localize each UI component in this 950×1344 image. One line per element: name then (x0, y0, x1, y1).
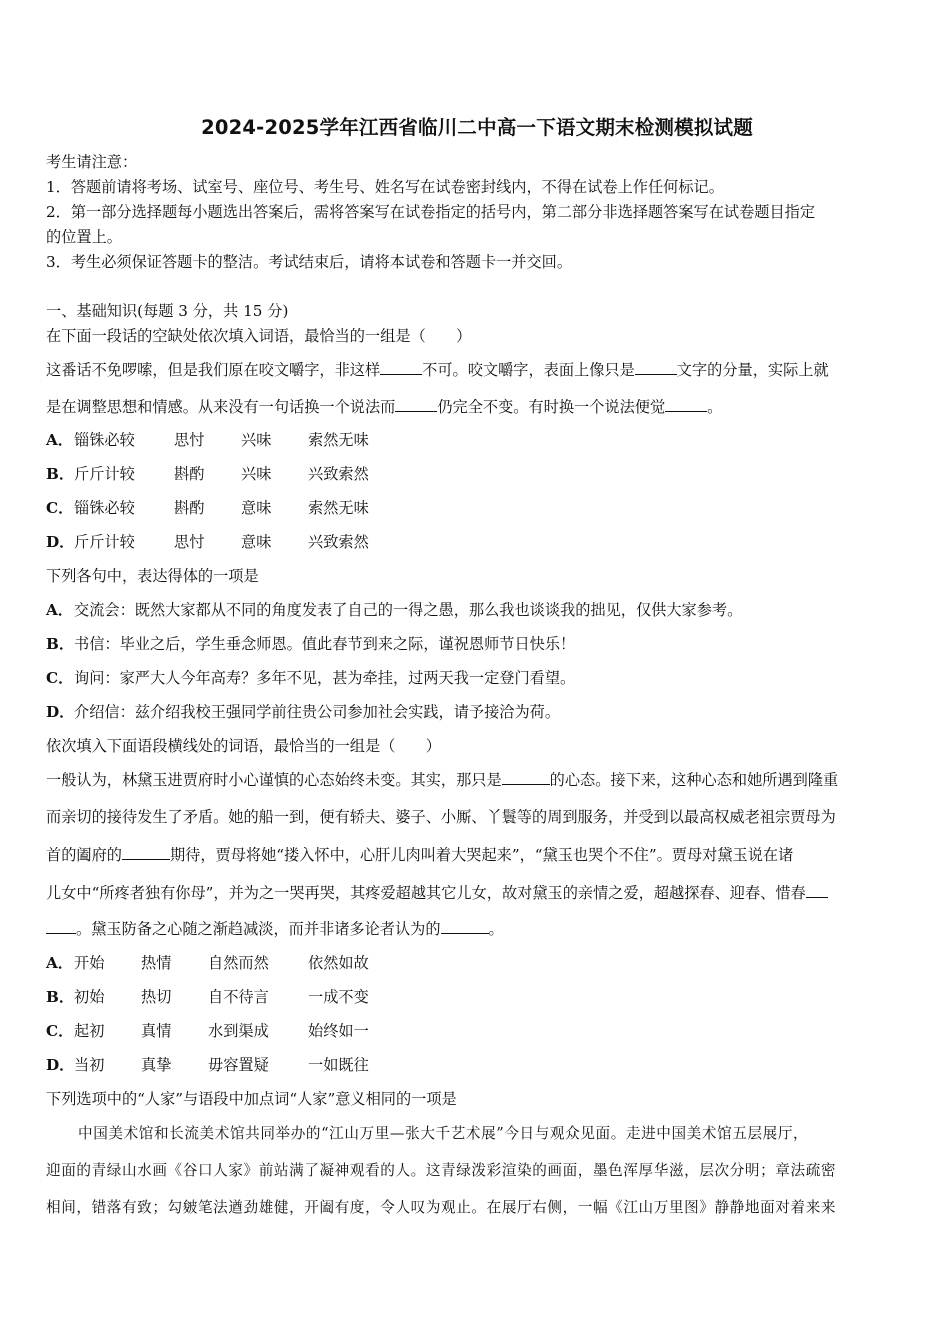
q4-passage-line-2: 迎面的青绿山水画《谷口人家》前站满了凝神观看的人。这青绿泼彩渲染的画面，墨色浑厚华滋，层次分明；章法疏密 (46, 1162, 837, 1179)
q1-passage-line-1 (46, 360, 829, 380)
q1-option-d[interactable] (46, 532, 369, 552)
q3-text-c: 首的阖府的 (46, 846, 122, 864)
option-text: 书信：毕业之后，学生垂念师恩。值此春节到来之际，谨祝恩师节日快乐！ (74, 635, 576, 653)
option-word-2: 热情 (141, 954, 172, 972)
option-word-3: 兴味 (241, 465, 272, 483)
q3-passage-line-5 (46, 919, 504, 939)
option-word-2: 真情 (141, 1022, 172, 1040)
option-word-1: 斤斤计较 (74, 533, 135, 551)
option-word-1: 开始 (74, 954, 105, 972)
q2-option-d[interactable] (46, 702, 560, 722)
option-word-1: 斤斤计较 (74, 465, 135, 483)
q2-stem: 下列各句中，表达得体的一项是 (46, 567, 259, 585)
option-text: 询问：家严大人今年高寿？多年不见，甚为牵挂，过两天我一定登门看望。 (74, 669, 576, 687)
q1-text-e: 仍完全不变。有时换一个说法便觉 (437, 398, 666, 416)
option-key: A． (46, 601, 73, 619)
notice-item-2: 2．第一部分选择题每小题选出答案后，需将答案写在试卷指定的括号内，第二部分非选择题答案写在试卷题目指定 (46, 203, 816, 221)
option-word-4: 始终如一 (308, 1022, 369, 1040)
notice-heading (46, 152, 137, 172)
q3-option-b[interactable] (46, 987, 369, 1007)
option-word-1: 锱铢必较 (74, 431, 135, 449)
option-key: B． (46, 465, 75, 483)
q3-blank-2 (122, 845, 170, 860)
option-word-3: 毋容置疑 (208, 1056, 269, 1074)
q3-passage-line-3 (46, 845, 793, 865)
option-key: A． (46, 954, 73, 972)
option-word-3: 兴味 (241, 431, 272, 449)
q3-blank-3b (46, 919, 76, 934)
q1-option-c[interactable] (46, 498, 369, 518)
option-word-4: 索然无味 (308, 499, 369, 517)
option-key: C． (46, 1022, 74, 1040)
q3-text-b: 的心态。接下来，这种心态和她所遇到隆重 (549, 771, 839, 789)
q3-text-d: 期待，贾母将她“搂入怀中，心肝儿肉叫着大哭起来”，“黛玉也哭个不住”。贾母对黛玉说在诸 (169, 846, 794, 864)
q4-passage-line-3: 相间，错落有致；勾皴笔法遒劲雄健，开阖有度，令人叹为观止。在展厅右侧，一幅《江山万里图》静静地面对着来来 (46, 1199, 837, 1216)
option-text: 交流会：既然大家都从不同的角度发表了自己的一得之愚，那么我也谈谈我的拙见，仅供大家参考。 (74, 601, 743, 619)
q1-option-a[interactable] (46, 430, 369, 450)
q1-blank-1 (380, 360, 422, 375)
option-key: D． (46, 533, 75, 551)
option-word-2: 斟酌 (174, 465, 205, 483)
option-key: B． (46, 635, 75, 653)
option-text: 介绍信：兹介绍我校王强同学前往贵公司参加社会实践，请予接洽为荷。 (74, 703, 560, 721)
q3-passage-line-2: 而亲切的接待发生了矛盾。她的船一到，便有轿夫、婆子、小厮、丫鬟等的周到服务，并受到以最高权威老祖宗贾母为 (46, 808, 836, 826)
option-word-4: 一成不变 (308, 988, 369, 1006)
notice-heading-text: 考生请注意： (46, 153, 138, 171)
option-word-2: 斟酌 (174, 499, 205, 517)
q3-text-e: 儿女中“所疼者独有你母”，并为之一哭再哭，其疼爱超越其它儿女，故对黛玉的亲情之爱，超越探春、迎春、惜春 (46, 884, 806, 902)
option-word-2: 思忖 (174, 431, 205, 449)
q3-text-f: 。黛玉防备之心随之渐趋减淡，而并非诸多论者认为的 (76, 920, 441, 938)
q1-stem: 在下面一段话的空缺处依次填入词语，最恰当的一组是（ ） (46, 327, 472, 345)
q3-text-a: 一般认为，林黛玉进贾府时小心谨慎的心态始终未变。其实，那只是 (46, 771, 502, 789)
option-key: C． (46, 499, 74, 517)
option-word-3: 水到渠成 (208, 1022, 269, 1040)
option-word-4: 索然无味 (308, 431, 369, 449)
notice-item-2-cont: 的位置上。 (46, 228, 122, 246)
option-word-2: 热切 (141, 988, 172, 1006)
q3-passage-line-4 (46, 883, 828, 903)
q1-blank-2 (635, 360, 677, 375)
q3-stem: 依次填入下面语段横线处的词语，最恰当的一组是（ ） (46, 737, 441, 755)
q2-option-a[interactable] (46, 600, 742, 620)
option-key: C． (46, 669, 74, 687)
option-key: D． (46, 703, 75, 721)
q4-stem: 下列选项中的“人家”与语段中加点词“人家”意义相同的一项是 (46, 1090, 457, 1108)
q1-text-f: 。 (707, 398, 723, 416)
option-word-3: 自然而然 (208, 954, 269, 972)
q2-option-c[interactable] (46, 668, 575, 688)
q3-text-g: 。 (488, 920, 504, 938)
q3-option-a[interactable] (46, 953, 369, 973)
q3-option-c[interactable] (46, 1021, 369, 1041)
q2-option-b[interactable] (46, 634, 575, 654)
q3-option-d[interactable] (46, 1055, 369, 1075)
option-word-1: 初始 (74, 988, 105, 1006)
option-word-3: 意味 (241, 533, 272, 551)
option-word-1: 锱铢必较 (74, 499, 135, 517)
notice-item-3: 3．考生必须保证答题卡的整洁。考试结束后，请将本试卷和答题卡一并交回。 (46, 253, 573, 271)
q1-text-a: 这番话不免啰嗦，但是我们原在咬文嚼字，非这样 (46, 361, 381, 379)
q1-text-b: 不可。咬文嚼字，表面上像只是 (422, 361, 635, 379)
q3-blank-3a (806, 883, 828, 898)
q1-blank-3 (395, 397, 437, 412)
option-word-4: 兴致索然 (308, 533, 369, 551)
q1-option-b[interactable] (46, 464, 369, 484)
option-word-4: 依然如故 (308, 954, 369, 972)
q3-blank-1 (502, 770, 550, 785)
page-title: 2024-2025学年江西省临川二中高一下语文期末检测模拟试题 (201, 116, 753, 139)
q1-passage-line-2 (46, 397, 722, 417)
notice-item-1: 1．答题前请将考场、试室号、座位号、考生号、姓名写在试卷密封线内，不得在试卷上作任何标记。 (46, 178, 724, 196)
option-key: D． (46, 1056, 75, 1074)
q1-blank-4 (665, 397, 707, 412)
q1-text-c: 文字的分量，实际上就 (676, 361, 829, 379)
q4-passage-line-1: 中国美术馆和长流美术馆共同举办的“江山万里—张大千艺术展”今日与观众见面。走进中国美术馆五层展厅， (78, 1125, 809, 1142)
option-word-2: 思忖 (174, 533, 205, 551)
option-word-3: 自不待言 (208, 988, 269, 1006)
q3-passage-line-1 (46, 770, 838, 790)
option-word-1: 起初 (74, 1022, 105, 1040)
q1-text-d: 是在调整思想和情感。从来没有一句话换一个说法而 (46, 398, 396, 416)
option-word-4: 兴致索然 (308, 465, 369, 483)
option-word-4: 一如既往 (308, 1056, 369, 1074)
option-word-2: 真挚 (141, 1056, 172, 1074)
q3-blank-4 (441, 919, 489, 934)
option-word-3: 意味 (241, 499, 272, 517)
option-word-1: 当初 (74, 1056, 105, 1074)
option-key: A． (46, 431, 73, 449)
section-heading: 一、基础知识(每题 3 分，共 15 分) (46, 302, 289, 320)
option-key: B． (46, 988, 75, 1006)
